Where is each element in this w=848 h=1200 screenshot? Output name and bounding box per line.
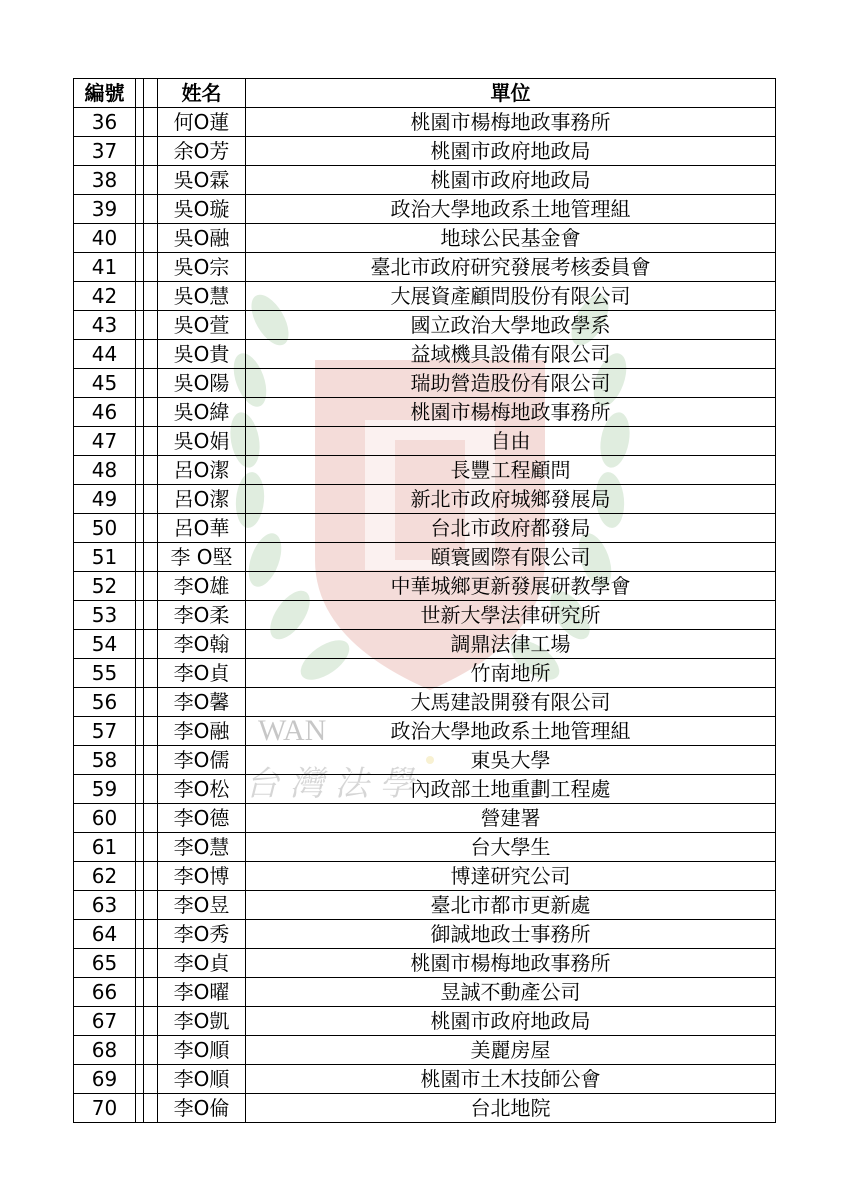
cell-spacer xyxy=(136,340,144,369)
cell-number: 66 xyxy=(74,978,136,1007)
cell-spacer xyxy=(144,1036,158,1065)
table-row xyxy=(74,978,776,1007)
cell-spacer xyxy=(144,746,158,775)
header-number: 編號 xyxy=(74,79,136,108)
cell-spacer xyxy=(136,456,144,485)
cell-unit: 自由 xyxy=(246,427,776,456)
cell-spacer xyxy=(136,311,144,340)
cell-number: 52 xyxy=(74,572,136,601)
cell-number: 54 xyxy=(74,630,136,659)
cell-number: 67 xyxy=(74,1007,136,1036)
cell-name: 李O松 xyxy=(158,775,246,804)
header-spacer xyxy=(136,79,144,108)
table-row xyxy=(74,1036,776,1065)
table-row xyxy=(74,195,776,224)
cell-name: 李O慧 xyxy=(158,833,246,862)
cell-unit: 臺北市政府研究發展考核委員會 xyxy=(246,253,776,282)
cell-number: 62 xyxy=(74,862,136,891)
cell-spacer xyxy=(136,688,144,717)
cell-spacer xyxy=(144,920,158,949)
cell-number: 64 xyxy=(74,920,136,949)
cell-name: 吳O娟 xyxy=(158,427,246,456)
cell-unit: 中華城鄉更新發展研教學會 xyxy=(246,572,776,601)
cell-spacer xyxy=(136,485,144,514)
cell-unit: 國立政治大學地政學系 xyxy=(246,311,776,340)
cell-unit: 調鼎法律工場 xyxy=(246,630,776,659)
table-row xyxy=(74,1094,776,1123)
table-row xyxy=(74,108,776,137)
cell-name: 李O儒 xyxy=(158,746,246,775)
cell-number: 49 xyxy=(74,485,136,514)
cell-name: 李O馨 xyxy=(158,688,246,717)
cell-name: 吳O霖 xyxy=(158,166,246,195)
table-row xyxy=(74,572,776,601)
table-row xyxy=(74,833,776,862)
cell-name: 李 O堅 xyxy=(158,543,246,572)
cell-spacer xyxy=(144,775,158,804)
cell-number: 63 xyxy=(74,891,136,920)
cell-number: 56 xyxy=(74,688,136,717)
table-row xyxy=(74,282,776,311)
cell-spacer xyxy=(144,311,158,340)
cell-spacer xyxy=(144,253,158,282)
table-row xyxy=(74,311,776,340)
cell-unit: 營建署 xyxy=(246,804,776,833)
cell-spacer xyxy=(136,282,144,311)
cell-number: 39 xyxy=(74,195,136,224)
table-row xyxy=(74,775,776,804)
cell-name: 吳O融 xyxy=(158,224,246,253)
cell-number: 69 xyxy=(74,1065,136,1094)
cell-spacer xyxy=(136,514,144,543)
table-header-row xyxy=(74,79,776,108)
table-row xyxy=(74,949,776,978)
cell-name: 吳O貴 xyxy=(158,340,246,369)
cell-name: 李O順 xyxy=(158,1065,246,1094)
cell-spacer xyxy=(144,369,158,398)
cell-unit: 博達研究公司 xyxy=(246,862,776,891)
cell-name: 李O德 xyxy=(158,804,246,833)
cell-number: 43 xyxy=(74,311,136,340)
cell-spacer xyxy=(136,108,144,137)
cell-spacer xyxy=(144,572,158,601)
watermark-latin-text: WAN xyxy=(258,714,327,747)
table-row xyxy=(74,253,776,282)
cell-spacer xyxy=(144,543,158,572)
cell-number: 48 xyxy=(74,456,136,485)
header-spacer xyxy=(144,79,158,108)
cell-number: 58 xyxy=(74,746,136,775)
cell-unit: 台北地院 xyxy=(246,1094,776,1123)
cell-unit: 瑞助營造股份有限公司 xyxy=(246,369,776,398)
table-row xyxy=(74,1007,776,1036)
cell-spacer xyxy=(136,572,144,601)
cell-number: 46 xyxy=(74,398,136,427)
cell-spacer xyxy=(136,543,144,572)
cell-spacer xyxy=(136,833,144,862)
cell-name: 呂O華 xyxy=(158,514,246,543)
cell-number: 40 xyxy=(74,224,136,253)
table-row xyxy=(74,717,776,746)
cell-spacer xyxy=(144,862,158,891)
cell-number: 51 xyxy=(74,543,136,572)
table-row xyxy=(74,514,776,543)
cell-unit: 美麗房屋 xyxy=(246,1036,776,1065)
cell-number: 50 xyxy=(74,514,136,543)
cell-number: 44 xyxy=(74,340,136,369)
cell-number: 45 xyxy=(74,369,136,398)
cell-name: 吳O萱 xyxy=(158,311,246,340)
table-row xyxy=(74,630,776,659)
cell-unit: 桃園市政府地政局 xyxy=(246,137,776,166)
cell-name: 李O曜 xyxy=(158,978,246,1007)
cell-name: 呂O潔 xyxy=(158,485,246,514)
cell-spacer xyxy=(144,949,158,978)
cell-name: 李O雄 xyxy=(158,572,246,601)
cell-spacer xyxy=(144,1007,158,1036)
cell-number: 42 xyxy=(74,282,136,311)
table-row xyxy=(74,688,776,717)
cell-number: 36 xyxy=(74,108,136,137)
cell-spacer xyxy=(136,601,144,630)
cell-name: 吳O慧 xyxy=(158,282,246,311)
cell-name: 李O融 xyxy=(158,717,246,746)
cell-unit: 桃園市楊梅地政事務所 xyxy=(246,108,776,137)
cell-number: 70 xyxy=(74,1094,136,1123)
cell-number: 41 xyxy=(74,253,136,282)
cell-spacer xyxy=(136,253,144,282)
table-row xyxy=(74,659,776,688)
cell-unit: 桃園市政府地政局 xyxy=(246,166,776,195)
cell-spacer xyxy=(144,282,158,311)
cell-number: 57 xyxy=(74,717,136,746)
cell-spacer xyxy=(136,1007,144,1036)
cell-unit: 世新大學法律研究所 xyxy=(246,601,776,630)
cell-number: 55 xyxy=(74,659,136,688)
header-name: 姓名 xyxy=(158,79,246,108)
cell-name: 李O柔 xyxy=(158,601,246,630)
cell-spacer xyxy=(136,949,144,978)
cell-name: 李O貞 xyxy=(158,659,246,688)
table-row xyxy=(74,137,776,166)
cell-spacer xyxy=(144,978,158,1007)
cell-spacer xyxy=(136,862,144,891)
table-row xyxy=(74,340,776,369)
cell-name: 李O秀 xyxy=(158,920,246,949)
cell-number: 59 xyxy=(74,775,136,804)
cell-unit: 御誠地政士事務所 xyxy=(246,920,776,949)
cell-spacer xyxy=(136,398,144,427)
cell-spacer xyxy=(136,1065,144,1094)
cell-unit: 台大學生 xyxy=(246,833,776,862)
cell-spacer xyxy=(136,717,144,746)
cell-spacer xyxy=(144,166,158,195)
cell-spacer xyxy=(144,108,158,137)
cell-number: 68 xyxy=(74,1036,136,1065)
cell-name: 吳O宗 xyxy=(158,253,246,282)
table-row xyxy=(74,543,776,572)
cell-spacer xyxy=(136,804,144,833)
table-row xyxy=(74,166,776,195)
cell-spacer xyxy=(144,456,158,485)
cell-unit: 地球公民基金會 xyxy=(246,224,776,253)
cell-spacer xyxy=(136,1036,144,1065)
cell-spacer xyxy=(144,833,158,862)
cell-spacer xyxy=(136,891,144,920)
cell-number: 61 xyxy=(74,833,136,862)
cell-name: 余O芳 xyxy=(158,137,246,166)
cell-name: 李O昱 xyxy=(158,891,246,920)
cell-spacer xyxy=(144,485,158,514)
cell-name: 吳O陽 xyxy=(158,369,246,398)
cell-unit: 桃園市楊梅地政事務所 xyxy=(246,398,776,427)
table-row xyxy=(74,746,776,775)
cell-spacer xyxy=(136,746,144,775)
cell-spacer xyxy=(136,920,144,949)
cell-unit: 桃園市土木技師公會 xyxy=(246,1065,776,1094)
cell-spacer xyxy=(144,1065,158,1094)
cell-unit: 政治大學地政系土地管理組 xyxy=(246,195,776,224)
cell-unit: 桃園市楊梅地政事務所 xyxy=(246,949,776,978)
cell-unit: 大展資產顧問股份有限公司 xyxy=(246,282,776,311)
table-row xyxy=(74,804,776,833)
table-row xyxy=(74,1065,776,1094)
cell-name: 李O倫 xyxy=(158,1094,246,1123)
cell-spacer xyxy=(136,1094,144,1123)
cell-number: 38 xyxy=(74,166,136,195)
table-row xyxy=(74,456,776,485)
table-row xyxy=(74,920,776,949)
cell-unit: 桃園市政府地政局 xyxy=(246,1007,776,1036)
cell-spacer xyxy=(144,659,158,688)
table-row xyxy=(74,862,776,891)
attendee-table xyxy=(73,78,776,1123)
cell-spacer xyxy=(136,427,144,456)
cell-name: 李O翰 xyxy=(158,630,246,659)
table-row xyxy=(74,485,776,514)
cell-unit: 益域機具設備有限公司 xyxy=(246,340,776,369)
cell-name: 李O貞 xyxy=(158,949,246,978)
cell-unit: 長豐工程顧問 xyxy=(246,456,776,485)
cell-unit: 頤寰國際有限公司 xyxy=(246,543,776,572)
cell-unit: 台北市政府都發局 xyxy=(246,514,776,543)
cell-spacer xyxy=(136,137,144,166)
cell-number: 47 xyxy=(74,427,136,456)
table-row xyxy=(74,398,776,427)
cell-name: 吳O璇 xyxy=(158,195,246,224)
table-row xyxy=(74,891,776,920)
cell-unit: 大馬建設開發有限公司 xyxy=(246,688,776,717)
cell-spacer xyxy=(136,659,144,688)
cell-spacer xyxy=(136,775,144,804)
cell-name: 李O凱 xyxy=(158,1007,246,1036)
cell-name: 吳O緯 xyxy=(158,398,246,427)
cell-unit: 東吳大學 xyxy=(246,746,776,775)
cell-spacer xyxy=(144,630,158,659)
cell-number: 65 xyxy=(74,949,136,978)
table-body xyxy=(74,108,776,1123)
cell-number: 37 xyxy=(74,137,136,166)
table-row xyxy=(74,427,776,456)
cell-spacer xyxy=(144,1094,158,1123)
header-unit: 單位 xyxy=(246,79,776,108)
cell-unit: 政治大學地政系土地管理組 xyxy=(246,717,776,746)
cell-name: 李O順 xyxy=(158,1036,246,1065)
cell-spacer xyxy=(144,340,158,369)
cell-spacer xyxy=(144,891,158,920)
cell-spacer xyxy=(144,514,158,543)
cell-unit: 新北市政府城鄉發展局 xyxy=(246,485,776,514)
cell-spacer xyxy=(136,630,144,659)
cell-number: 53 xyxy=(74,601,136,630)
cell-name: 李O博 xyxy=(158,862,246,891)
cell-spacer xyxy=(136,166,144,195)
cell-spacer xyxy=(144,224,158,253)
cell-spacer xyxy=(144,717,158,746)
cell-spacer xyxy=(144,804,158,833)
cell-name: 何O蓮 xyxy=(158,108,246,137)
cell-unit: 臺北市都市更新處 xyxy=(246,891,776,920)
cell-spacer xyxy=(136,369,144,398)
cell-spacer xyxy=(144,688,158,717)
cell-unit: 昱誠不動產公司 xyxy=(246,978,776,1007)
cell-spacer xyxy=(144,427,158,456)
cell-unit: 內政部土地重劃工程處 xyxy=(246,775,776,804)
cell-name: 呂O潔 xyxy=(158,456,246,485)
cell-unit: 竹南地所 xyxy=(246,659,776,688)
table-row xyxy=(74,224,776,253)
cell-spacer xyxy=(136,195,144,224)
cell-spacer xyxy=(144,137,158,166)
table-row xyxy=(74,601,776,630)
cell-spacer xyxy=(144,398,158,427)
cell-number: 60 xyxy=(74,804,136,833)
cell-spacer xyxy=(136,978,144,1007)
watermark-cjk-text: 台 灣 法 學 xyxy=(245,764,414,804)
table-row xyxy=(74,369,776,398)
cell-spacer xyxy=(136,224,144,253)
cell-spacer xyxy=(144,601,158,630)
cell-spacer xyxy=(144,195,158,224)
